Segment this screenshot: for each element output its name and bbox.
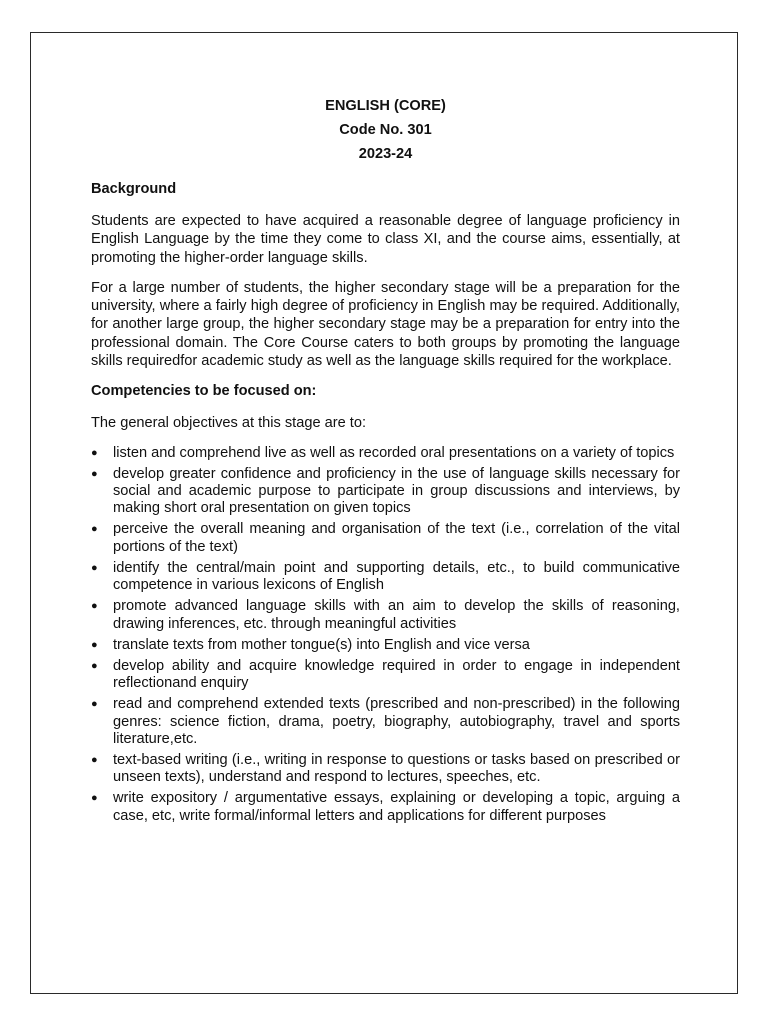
- objective-text: perceive the overall meaning and organisation of the text (i.e., correlation of the vital portions of the text): [113, 521, 680, 555]
- background-heading: Background: [91, 181, 177, 197]
- objective-text: text-based writing (i.e., writing in response to questions or tasks based on prescribed or unseen texts), understand and respond to lectures, speeches, etc.: [113, 751, 680, 786]
- objective-item: [91, 560, 680, 594]
- background-paragraph-2: For a large number of students, the higher secondary stage will be a preparation for the university, where a fairly high degree of proficiency in English may be required. Additionally, for another large group, the higher secondary stage may be a preparation for entry into the professional domain. The Core Course caters to both groups by promoting the language skills requiredfor academic study as well as the language skills required for the workplace.: [91, 279, 680, 370]
- objective-item: [91, 637, 680, 654]
- bullet-icon: ●: [91, 600, 98, 613]
- subject-code: Code No. 301: [339, 122, 432, 138]
- objective-item: [91, 598, 680, 632]
- background-paragraph-1: Students are expected to have acquired a reasonable degree of language proficiency in English Language by the time they come to class XI, and the course aims, essentially, at promoting the higher-order language skills.: [91, 213, 680, 266]
- objective-text: listen and comprehend live as well as recorded oral presentations on a variety of topics: [113, 444, 675, 461]
- objectives-list: [91, 445, 680, 825]
- objective-item: [91, 696, 680, 748]
- objective-item: [91, 445, 680, 462]
- objective-text: develop ability and acquire knowledge required in order to engage in independent reflectionand enquiry: [113, 657, 680, 692]
- objective-text: develop greater confidence and proficiency in the use of language skills necessary for social and academic purpose to participate in group discussions and interviews, by making short oral presentation on given topics: [113, 465, 680, 517]
- bullet-icon: ●: [91, 792, 98, 805]
- objective-item: [91, 466, 680, 518]
- bullet-icon: ●: [91, 698, 98, 711]
- objective-item: [91, 658, 680, 692]
- bullet-icon: ●: [91, 561, 98, 574]
- objectives-intro: The general objectives at this stage are to:: [91, 415, 367, 432]
- subject-title: ENGLISH (CORE): [325, 98, 446, 114]
- competencies-heading: Competencies to be focused on:: [91, 383, 317, 400]
- bullet-icon: ●: [91, 446, 98, 459]
- session-year: 2023-24: [358, 146, 413, 162]
- bullet-icon: ●: [91, 467, 98, 480]
- objective-text: read and comprehend extended texts (prescribed and non-prescribed) in the following genres: science fiction, drama, poetry, biography, autobiography, travel and sports literature,etc.: [113, 696, 680, 747]
- objective-item: [91, 752, 680, 786]
- bullet-icon: ●: [91, 638, 98, 651]
- objective-item: [91, 521, 680, 555]
- bullet-icon: ●: [91, 523, 98, 536]
- objective-item: [91, 790, 680, 824]
- objective-text: identify the central/main point and supporting details, etc., to build communicative competence in various lexicons of English: [113, 559, 680, 594]
- objective-text: promote advanced language skills with an aim to develop the skills of reasoning, drawing inferences, etc. through meaningful activities: [113, 598, 680, 632]
- objective-text: translate texts from mother tongue(s) into English and vice versa: [113, 636, 530, 653]
- bullet-icon: ●: [91, 659, 98, 672]
- title-block: [91, 94, 680, 166]
- document-content: [91, 94, 680, 829]
- bullet-icon: ●: [91, 753, 98, 766]
- objective-text: write expository / argumentative essays, explaining or developing a topic, arguing a case, etc, write formal/informal letters and applications for different purposes: [113, 790, 680, 824]
